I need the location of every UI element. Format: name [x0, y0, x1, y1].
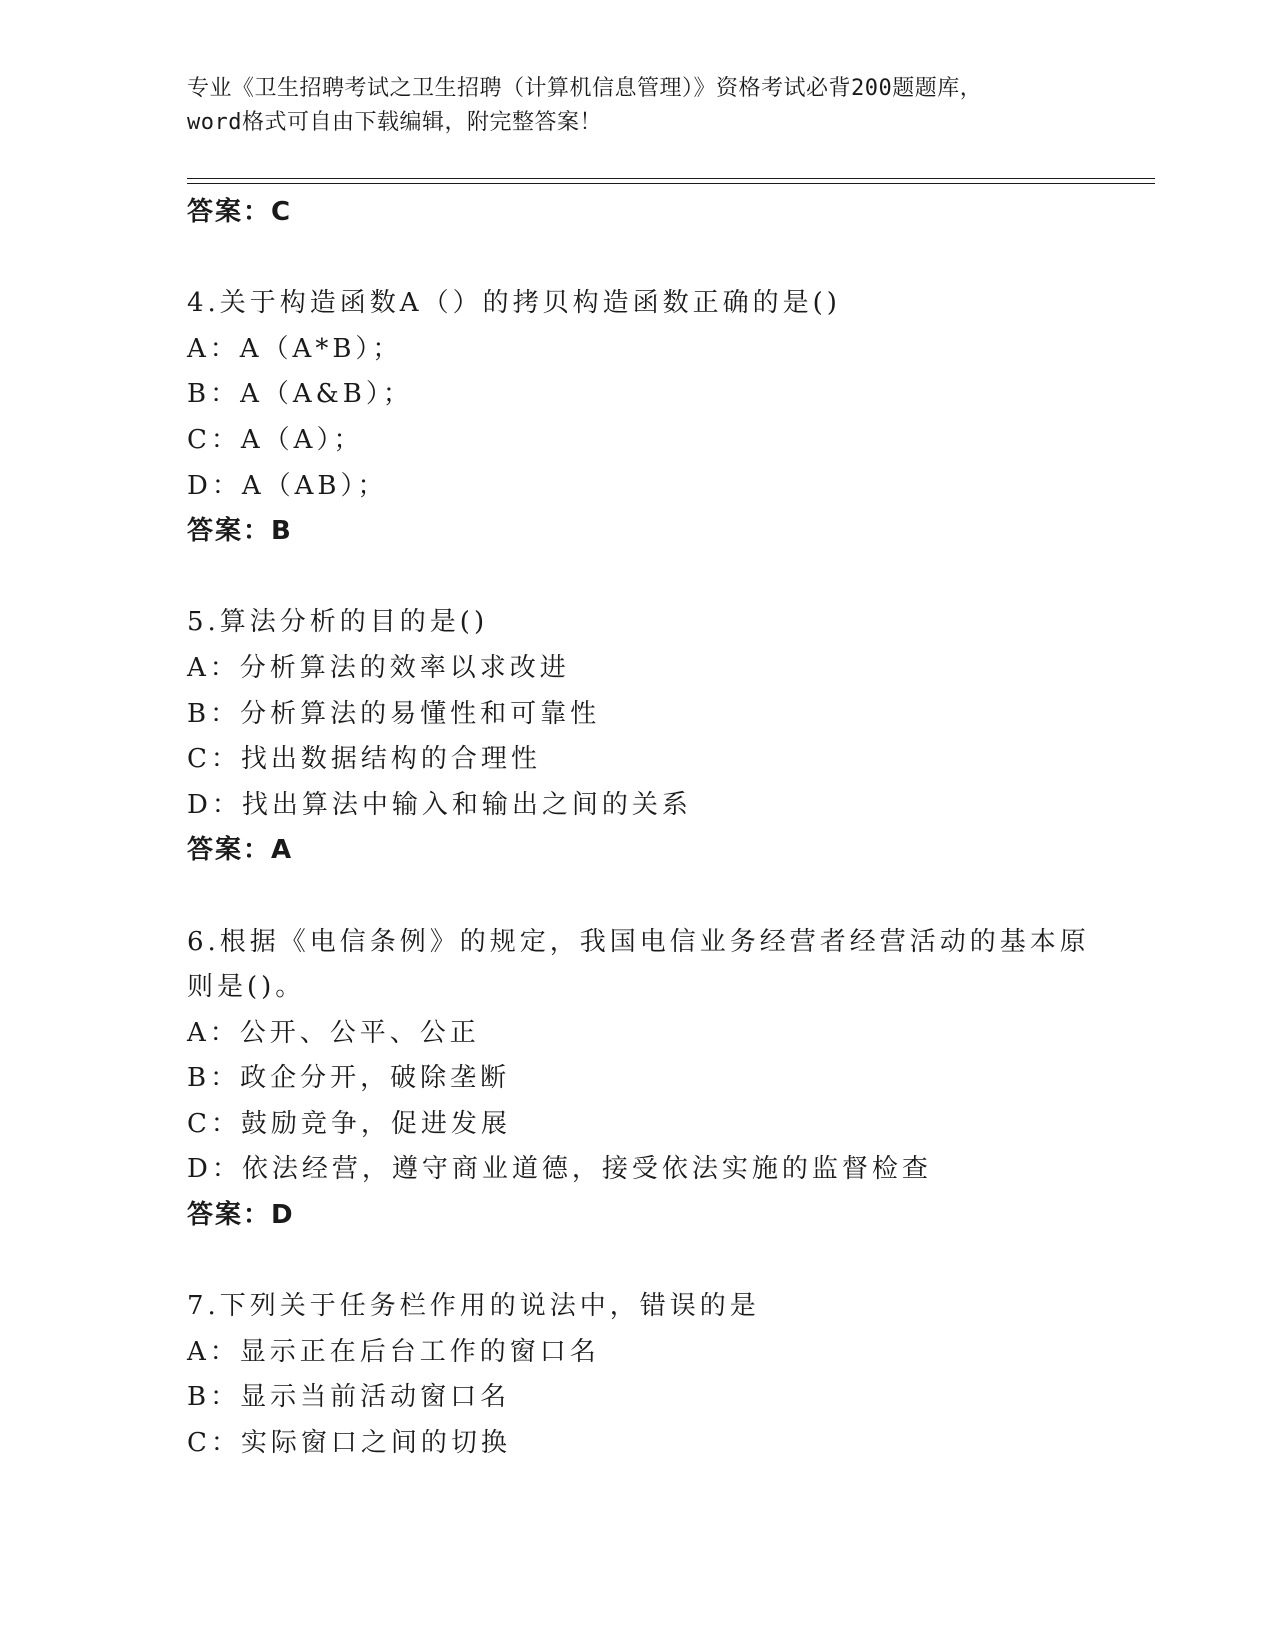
question-4-option-b: B：A（A&B）； [187, 379, 413, 410]
question-7 [187, 1284, 1147, 1466]
question-7-stem: 7.下列关于任务栏作用的说法中，错误的是 [187, 1291, 760, 1322]
question-7-option-b: B：显示当前活动窗口名 [187, 1382, 511, 1413]
spacer [187, 236, 1147, 282]
question-5-option-b: B：分析算法的易懂性和可靠性 [187, 698, 601, 729]
question-6-answer: 答案：D [187, 1200, 295, 1231]
question-4-option-c: C：A（A）； [187, 424, 364, 455]
question-6-option-d: D：依法经营，遵守商业道德，接受依法实施的监督检查 [187, 1154, 932, 1185]
spacer [187, 874, 1147, 920]
question-5-option-d: D：找出算法中输入和输出之间的关系 [187, 789, 692, 820]
question-6 [187, 920, 1147, 1239]
question-6-option-c: C：鼓励竞争，促进发展 [187, 1108, 511, 1139]
question-6-stem-line-1: 6.根据《电信条例》的规定，我国电信业务经营者经营活动的基本原 [187, 926, 1090, 957]
question-4 [187, 281, 1147, 555]
question-4-stem: 4.关于构造函数A（）的拷贝构造函数正确的是() [187, 288, 841, 319]
question-6-option-b: B：政企分开，破除垄断 [187, 1063, 511, 1094]
previous-question-answer: 答案：C [187, 197, 293, 227]
document-header [187, 72, 1087, 140]
question-4-option-d: D：A（AB）； [187, 470, 388, 501]
question-5 [187, 600, 1147, 874]
question-6-stem-line-2: 则是()。 [187, 972, 306, 1003]
question-6-option-a: A：公开、公平、公正 [187, 1017, 480, 1048]
question-4-option-a: A：A（A*B）； [187, 333, 403, 364]
header-divider-bottom [187, 183, 1155, 184]
question-5-option-a: A：分析算法的效率以求改进 [187, 652, 570, 683]
question-5-answer: 答案：A [187, 835, 294, 866]
question-list [187, 190, 1147, 1467]
spacer [187, 555, 1147, 601]
header-title-line-1: 专业《卫生招聘考试之卫生招聘（计算机信息管理）》资格考试必背200题题库， [187, 76, 983, 101]
spacer [187, 1239, 1147, 1285]
question-7-option-a: A：显示正在后台工作的窗口名 [187, 1336, 600, 1367]
question-7-option-c: C：实际窗口之间的切换 [187, 1428, 511, 1459]
header-divider-top [187, 178, 1155, 179]
question-4-answer: 答案：B [187, 516, 293, 547]
question-5-option-c: C：找出数据结构的合理性 [187, 744, 541, 775]
header-title-line-2: word格式可自由下载编辑，附完整答案！ [187, 110, 602, 135]
question-5-stem: 5.算法分析的目的是() [187, 607, 489, 638]
